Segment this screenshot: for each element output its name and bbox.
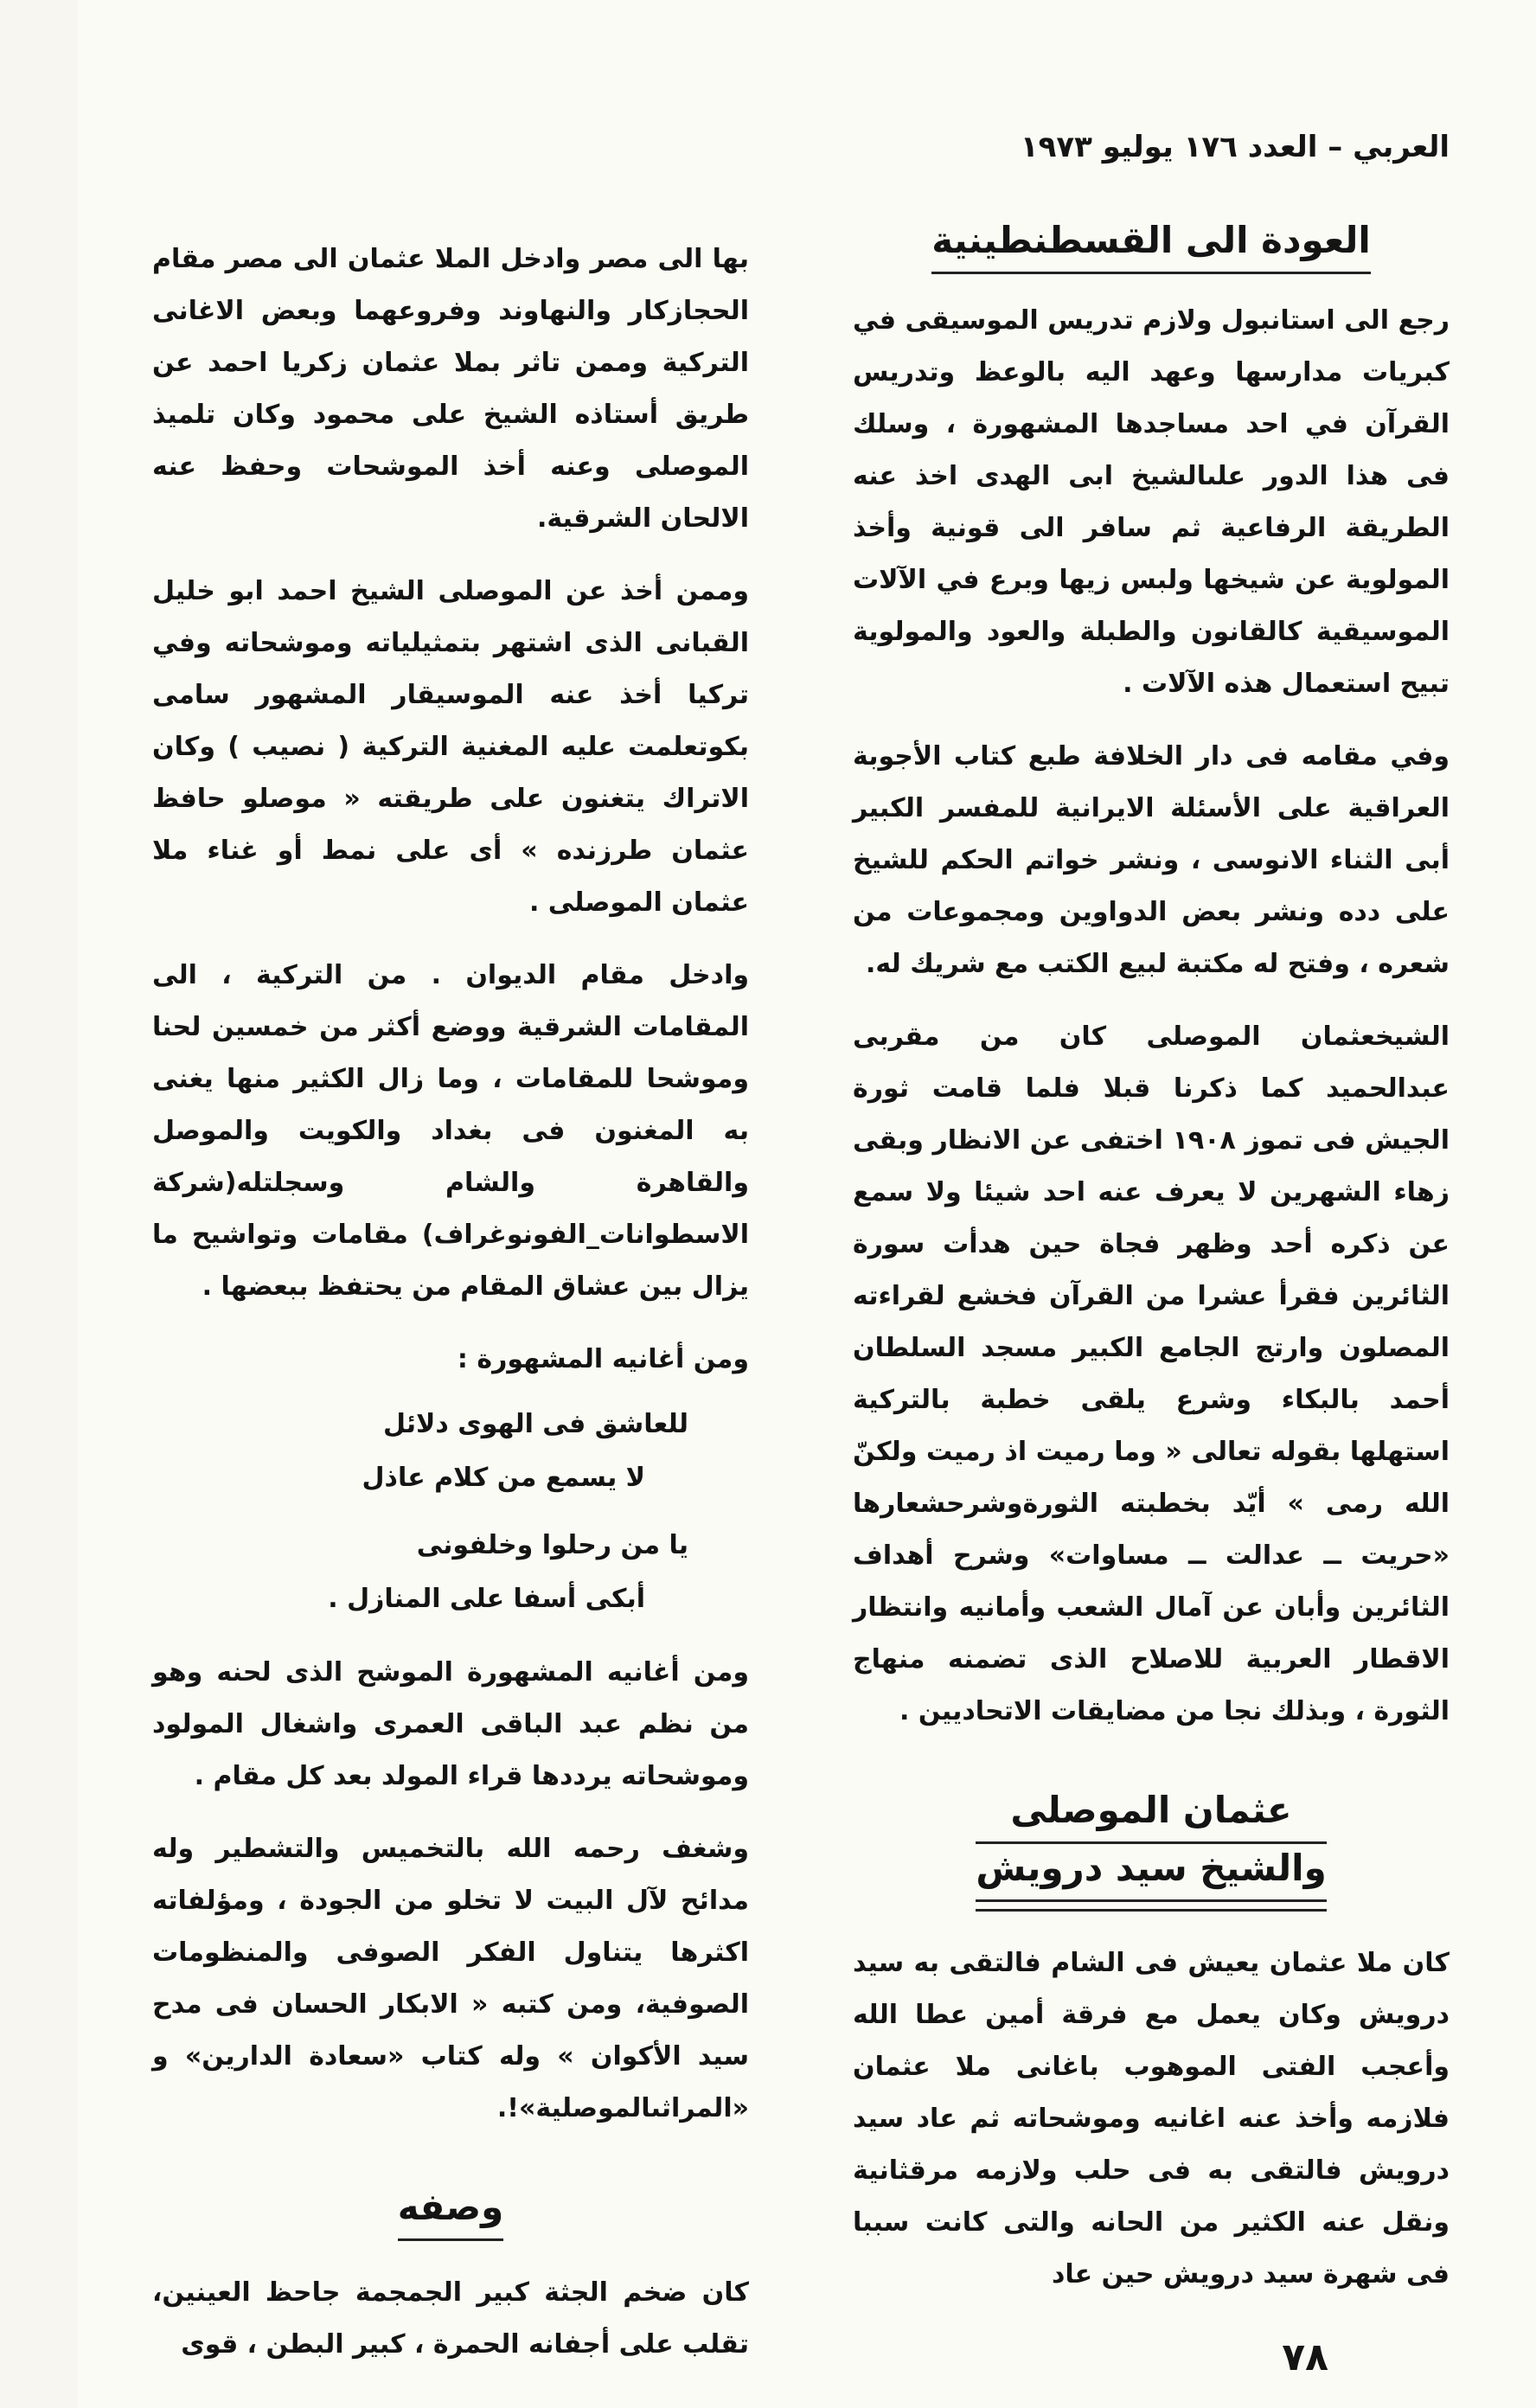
left-column — [152, 234, 749, 2392]
paragraph: رجع الى استانبول ولازم تدريس الموسيقى في كبريات مدارسها وعهد اليه بالوعظ وتدريس القرآن في احد مساجدها المشهورة ، وسلك فى هذا الدور علىالشيخ ابى الهدى اخذ عنه الطريقة الرفاعية ثم سافر الى قونية وأخذ المولوية عن شيخها ولبس زيها وبرع في الآلات الموسيقية كالقانون والطبلة والعود والمولوية تبيح استعمال هذه الآلات . — [853, 305, 1450, 699]
paragraph: ومن أغانيه المشهورة الموشح الذى لحنه وهو من نظم عبد الباقى العمرى واشغال المولود وموشحاته يرددها قراء المولد بعد كل مقام . — [152, 1657, 749, 1791]
paragraph: وادخل مقام الديوان . من التركية ، الى المقامات الشرقية ووضع أكثر من خمسين لحنا وموشحا للمقامات ، وما زال الكثير منها يغنى به المغنون فى بغداد والكويت والموصل والقاهرة والشام وسجلتله(شركة الاسطوانات_الفونوغراف) مقامات وتواشيح ما يزال بين عشاق المقام من يحتفظ ببعضها . — [152, 960, 749, 1302]
paragraph: وممن أخذ عن الموصلى الشيخ احمد ابو خليل القبانى الذى اشتهر بتمثيلياته وموشحاته وفي تركيا أخذ عنه الموسيقار المشهور سامى بكوتعلمت عليه المغنية التركية ( نصيب ) وكان الاتراك يتغنون على طريقته « موصلو حافظ عثمان طرزنده » أى على نمط أو غناء ملا عثمان الموصلى . — [152, 576, 749, 918]
paragraph: ومن أغانيه المشهورة : — [457, 1344, 749, 1374]
paragraph: كان ضخم الجثة كبير الجمجمة جاحظ العينين، تقلب على أجفانه الحمرة ، كبير البطن ، قوى — [152, 2277, 749, 2360]
page-number: ٧٨ — [1282, 2335, 1328, 2379]
right-column — [853, 216, 1450, 2322]
paragraph: وفي مقامه فى دار الخلافة طبع كتاب الأجوبة العراقية على الأسئلة الايرانية للمفسر الكبير أبى الثناء الانوسى ، ونشر خواتم الحكم للشيخ على دده ونشر بعض الدواوين ومجموعات من شعره ، وفتح له مكتبة لبيع الكتب مع شريك له. — [853, 741, 1450, 979]
poem-verse: يا من رحلوا وخلفونى — [416, 1530, 688, 1560]
paragraph: كان ملا عثمان يعيش فى الشام فالتقى به سيد درويش وكان يعمل مع فرقة أمين عطا الله وأعجب الفتى الموهوب باغانى ملا عثمان فلازمه وأخذ عنه اغانيه وموشحاته ثم عاد سيد درويش فالتقى به فى حلب ولازمه مرقثانية ونقل عنه الكثير من الحانه والتى كانت سببا فى شهرة سيد درويش حين عاد — [853, 1948, 1450, 2290]
section-heading-constantinople: العودة الى القسطنطينية — [853, 216, 1450, 274]
poem — [152, 1398, 749, 1626]
paragraph: بها الى مصر وادخل الملا عثمان الى مصر مقام الحجازكار والنهاوند وفروعهما وبعض الاغانى التركية وممن تاثر بملا عثمان زكريا احمد عن طريق أستاذه الشيخ على محمود وكان تلميذ الموصلى وعنه أخذ الموشحات وحفظ عنه الالحان الشرقية. — [152, 244, 749, 534]
running-header: العربي – العدد ١٧٦ يوليو ١٩٧٣ — [1020, 130, 1450, 164]
section-heading-description: وصفه — [152, 2183, 749, 2241]
paragraph: الشيخعثمان الموصلى كان من مقربى عبدالحميد كما ذكرنا قبلا فلما قامت ثورة الجيش فى تموز ١٩٠٨ اختفى عن الانظار وبقى زهاء الشهرين لا يعرف عنه احد شيئا ولا سمع عن ذكره أحد وظهر فجاة حين هدأت سورة الثائرين فقرأ عشرا من القرآن فخشع لقراءته المصلون وارتج الجامع الكبير مسجد السلطان أحمد بالبكاء وشرع يلقى خطبة بالتركية استهلها بقوله تعالى « وما رميت اذ رميت ولكنّ الله رمى » أيّد بخطبته الثورةوشرحشعارها «حريت ــ عدالت ــ مساوات» وشرح أهداف الثائرين وأبان عن آمال الشعب وأمانيه وانتظار الاقطار العربية للاصلاح الذى تضمنه منهاج الثورة ، وبذلك نجا من مضايقات الاتحاديين . — [853, 1021, 1450, 1726]
poem-verse: لا يسمع من كلام عاذل — [362, 1463, 645, 1493]
poem-verse: للعاشق فى الهوى دلائل — [382, 1409, 688, 1439]
poem-verse: أبكى أسفا على المنازل . — [328, 1584, 645, 1614]
section-heading-sayed-darwish: عثمان الموصلى والشيخ سيد درويش — [853, 1786, 1450, 1912]
paragraph: وشغف رحمه الله بالتخميس والتشطير وله مدائح لآل البيت لا تخلو من الجودة ، ومؤلفاته اكثرها يتناول الفكر الصوفى والمنظومات الصوفية، ومن كتبه « الابكار الحسان فى مدح سيد الأكوان » وله كتاب «سعادة الدارين» و «المراثىالموصلية»!. — [152, 1834, 749, 2123]
